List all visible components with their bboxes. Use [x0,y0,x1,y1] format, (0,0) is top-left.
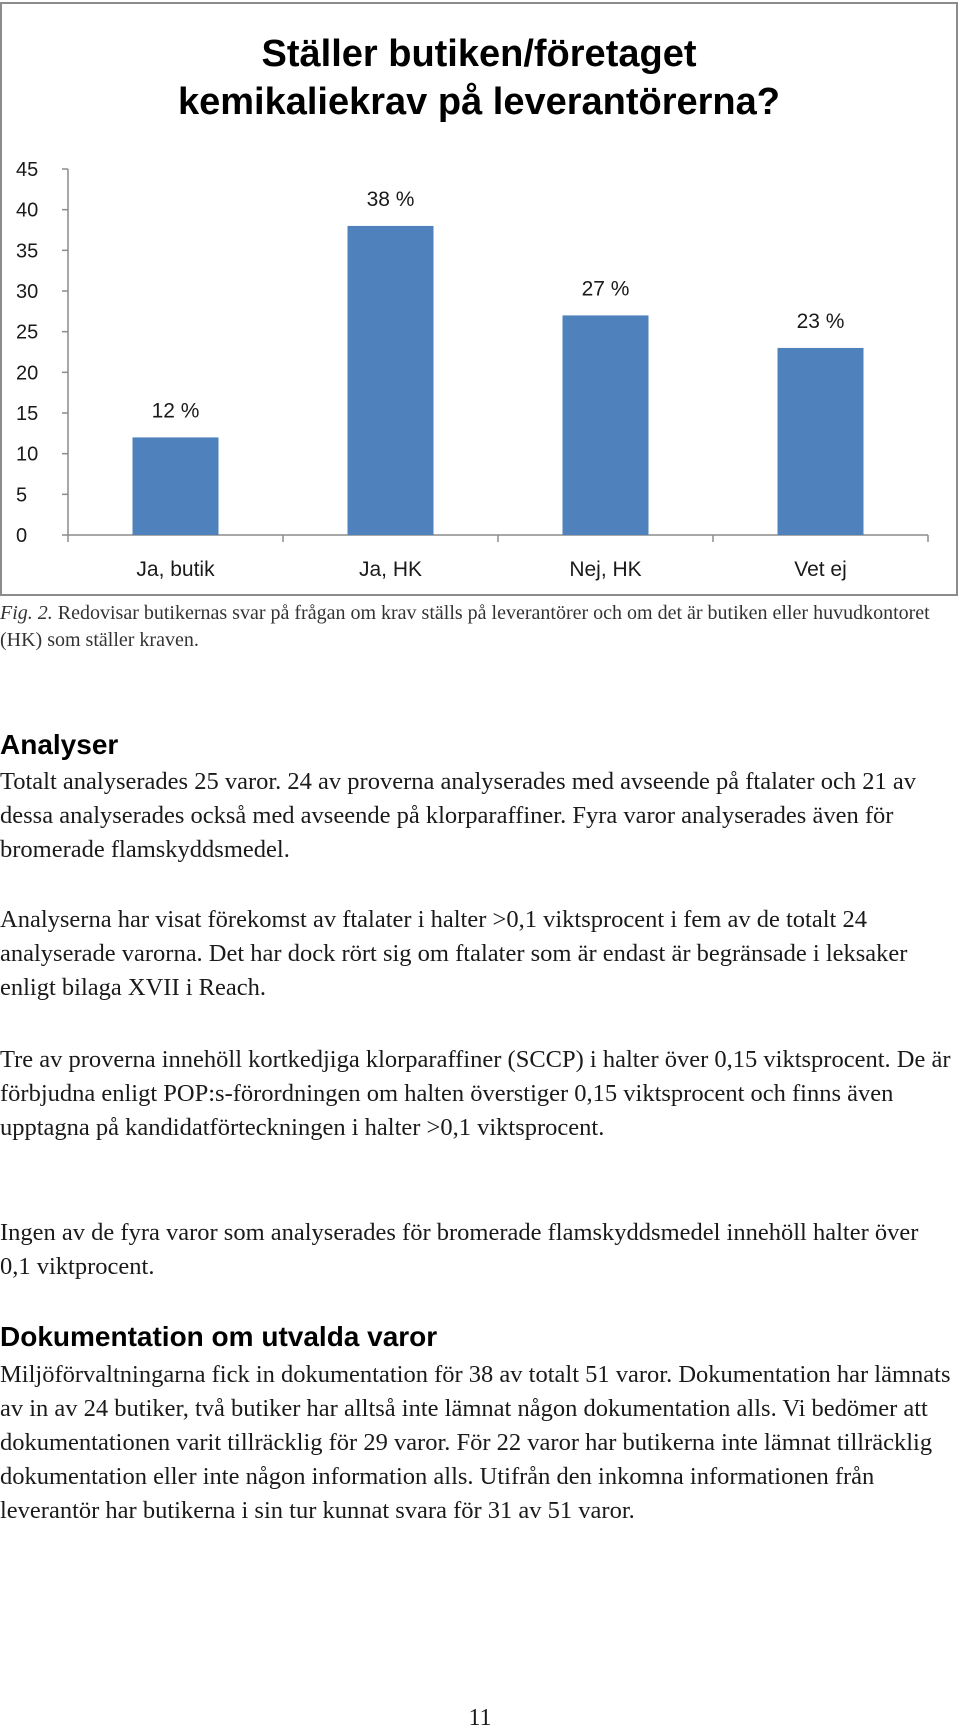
figure-caption-text: Redovisar butikernas svar på frågan om krav ställs på leverantörer och om det är butiken eller huvudkontoret (HK) som ställer kraven. [0,602,930,651]
paragraph-dokumentation: Miljöförvaltningarna fick in dokumentation för 38 av totalt 51 varor. Dokumentation har lämnats av in av 24 butiker, två butiker har alltså inte lämnat någon dokumentation alls. Vi bedömer att dokumentationen varit tillräcklig för 29 varor. För 22 varor har butikerna inte lämnat tillräcklig dokumentation eller inte någon information alls. Utifrån den inkomna informationen från leverantör har butikerna i sin tur kunnat svara för 31 av 51 varor. [0,1361,951,1524]
paragraph-analyser-1: Totalt analyserades 25 varor. 24 av proverna analyserades med avseende på ftalater och 21 av dessa analyserades också med avseende på klorparaffiner. Fyra varor analyserades även för bromerade flamskyddsmedel. [0,768,916,863]
paragraph-analyser-4: Ingen av de fyra varor som analyserades för bromerade flamskyddsmedel innehöll halter över 0,1 viktprocent. [0,1219,919,1280]
figure-caption [0,600,950,654]
y-tick-label: 15 [16,403,39,425]
paragraph-analyser-2: Analyserna har visat förekomst av ftalater i halter >0,1 viktsprocent i fem av de totalt 24 analyserade varorna. Det har dock rört sig om ftalater som är endast är begränsade i leksaker enligt bilaga XVII i Reach. [0,906,908,1001]
bar [348,226,434,535]
chart-plot-area [16,159,928,581]
chart-title-line-2: kemikaliekrav på leverantörerna? [177,81,781,123]
y-tick-label: 20 [16,362,39,385]
bar-data-label: 27 % [581,277,630,301]
y-tick-label: 25 [16,321,39,344]
section-heading-dokumentation: Dokumentation om utvalda varor [0,1321,438,1352]
bar-data-label: 38 % [366,187,415,211]
y-tick-label: 0 [16,525,28,547]
y-tick-label: 10 [16,443,39,466]
category-label: Ja, butik [136,558,215,581]
y-tick-label: 35 [16,240,39,263]
category-label: Vet ej [794,558,847,581]
bar-chart [2,4,956,594]
y-tick-label: 5 [16,484,28,507]
figure-caption-label: Fig. 2. [0,602,53,624]
chart-title-line-1: Ställer butiken/företaget [261,33,697,75]
page-number: 11 [468,1705,492,1731]
bar [133,437,219,535]
bar-data-label: 12 % [151,399,200,423]
paragraph-analyser-3: Tre av proverna innehöll kortkedjiga klorparaffiner (SCCP) i halter över 0,15 viktsprocent. De är förbjudna enligt POP:s-förordningen om halten överstiger 0,15 viktsprocent och finns även upptagna på kandidatförteckningen i halter >0,1 viktsprocent. [0,1046,951,1141]
y-tick-label: 30 [16,281,39,303]
category-label: Nej, HK [569,558,642,581]
bar-data-label: 23 % [796,309,845,333]
y-tick-label: 40 [16,199,39,222]
y-tick-label: 45 [16,159,39,181]
section-heading-analyser: Analyser [0,729,119,760]
chart-frame [0,2,958,596]
bar [778,348,864,535]
category-label: Ja, HK [358,558,423,581]
bar [563,315,649,535]
